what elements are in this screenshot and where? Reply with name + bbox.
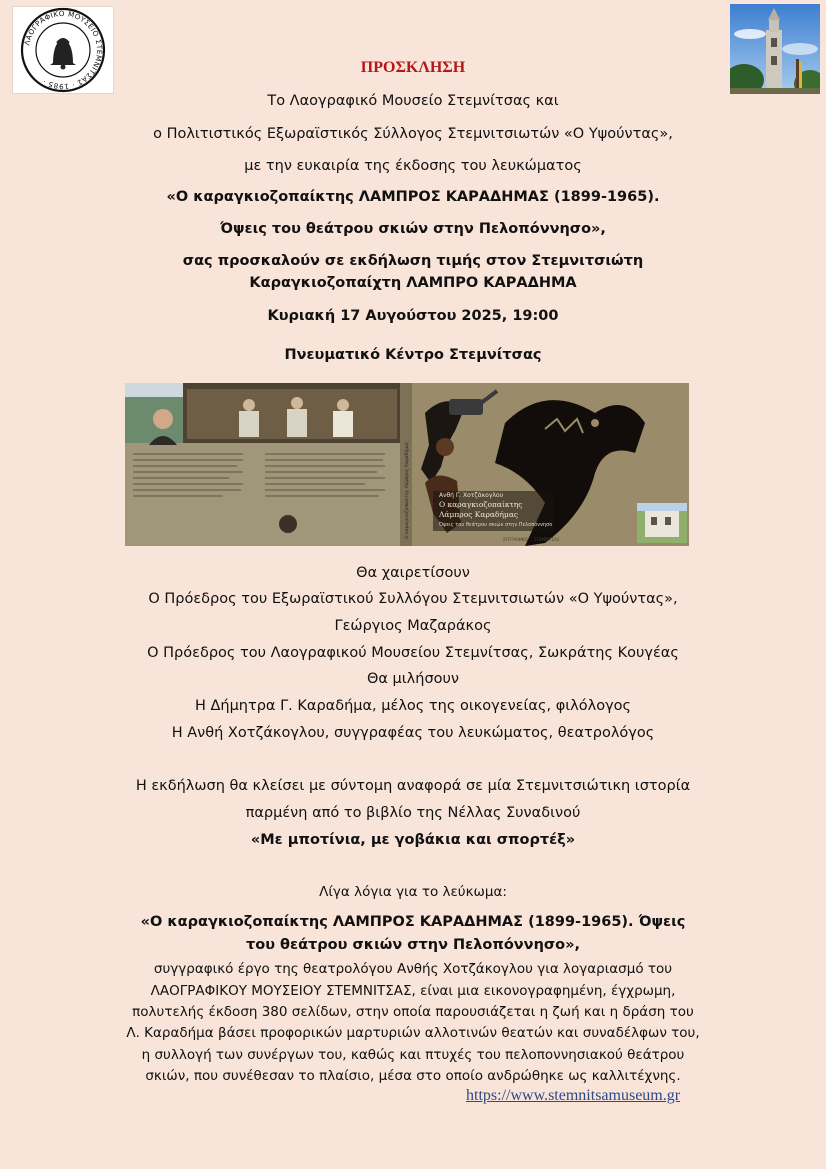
book-cover-image [125,383,689,546]
intro-line-1: Το Λαογραφικό Μουσείο Στεμνίτσας και [267,93,559,109]
event-datetime: Κυριακή 17 Αυγούστου 2025, 19:00 [267,308,559,324]
book-title-line-2: Όψεις του θεάτρου σκιών στην Πελοπόννησο», [220,221,606,237]
invitation-title: ΠΡΟΣΚΛΗΣΗ [360,59,466,76]
greet-1-name: Γεώργιος Μαζαράκος [334,618,492,634]
greet-1: Ο Πρόεδρος του Εξωραϊστικού Συλλόγου Στεμνιτσιωτών «Ο Υψούντας», [148,591,678,607]
closing-line-1: Η εκδήλωση θα κλείσει με σύντομη αναφορά σε μία Στεμνιτσιώτικη ιστορία [135,778,691,794]
cover-title-3: Όψεις του θεάτρου σκιών στην Πελοπόννησο [439,522,553,528]
cover-title-2: Λάμπρος Καραδήμας [439,510,519,519]
museum-seal-logo [12,6,114,94]
bell-tower-photo [730,4,820,94]
museum-website-link[interactable]: https://www.stemnitsamuseum.gr [466,1087,681,1104]
cover-title-1: Ο καραγκιοζοπαίκτης [439,500,523,509]
closing-book-title: «Με μποτίνια, με γοβάκια και σπορτέξ» [250,832,576,848]
closing-line-2: παρμένη από το βιβλίο της Νέλλας Συναδινού [245,805,581,821]
intro-line-2: ο Πολιτιστικός Εξωραϊστικός Σύλλογος Στεμνιτσιωτών «Ο Υψούντας», [153,126,673,142]
invite-line-1: σας προσκαλούν σε εκδήλωση τιμής στον Στεμνιτσιώτη [182,253,644,269]
about-paragraph-6: σκιών, που συνέθεσαν το πλαίσιο, μέσα στο οποίο ανδρώθηκε ως καλλιτέχνης. [145,1068,681,1084]
about-title-1: «Ο καραγκιοζοπαίκτης ΛΑΜΠΡΟΣ ΚΑΡΑΔΗΜΑΣ (1899-1965). Όψεις [140,914,686,930]
intro-line-3: με την ευκαιρία της έκδοσης του λευκώματος [244,158,582,174]
greet-2: Ο Πρόεδρος του Λαογραφικού Μουσείου Στεμνίτσας, Σωκράτης Κουγέας [147,645,679,661]
about-paragraph-1: συγγραφικό έργο της θεατρολόγου Ανθής Χοτζάκογλου για λογαριασμό του [153,961,673,977]
about-heading: Λίγα λόγια για το λεύκωμα: [319,884,507,900]
about-paragraph-4: Λ. Καραδήμα βάσει προφορικών μαρτυριών αλλοτινών θεατών και συναδέλφων του, [126,1025,700,1041]
about-paragraph-5: η συλλογή των συνέργων του, καθώς και πτυχές του πελοποννησιακού θεάτρου [141,1047,685,1063]
invite-line-2: Καραγκιοζοπαίχτη ΛΑΜΠΡΟ ΚΑΡΑΔΗΜΑ [249,275,577,291]
about-title-2: του θεάτρου σκιών στην Πελοπόννησο», [245,937,581,953]
speak-2: Η Ανθή Χοτζάκογλου, συγγραφέας του λευκώματος, θεατρολόγος [171,725,655,741]
cover-spine: Ο καραγκιοζοπαίκτης Λάμπρος Καραδήμας [405,441,410,539]
about-paragraph-2: ΛΑΟΓΡΑΦΙΚΟΥ ΜΟΥΣΕΙΟΥ ΣΤΕΜΝΙΤΣΑΣ, είναι μια εικονογραφημένη, έγχρωμη, [150,983,676,999]
book-title-line-1: «Ο καραγκιοζοπαίκτης ΛΑΜΠΡΟΣ ΚΑΡΑΔΗΜΑΣ (1899-1965). [166,189,660,205]
greet-heading: Θα χαιρετίσουν [356,565,470,581]
svg-text:ΛΑΟΓΡΑΦΙΚΟ ΜΟΥΣΕΙΟ ΣΤΕΜΝΙΤΣΑΣ: ΛΑΟΓΡΑΦΙΚΟ ΜΟΥΣΕΙΟ ΣΤΕΜΝΙΤΣΑΣ · 1985 · [22,8,105,92]
speak-heading: Θα μιλήσουν [366,671,460,687]
speak-1: Η Δήμητρα Γ. Καραδήμα, μέλος της οικογενείας, φιλόλογος [194,698,632,714]
event-venue: Πνευματικό Κέντρο Στεμνίτσας [284,347,542,363]
cover-publisher: ΣΥΓΓΡΑΦΙΚΟ ... ΣΤΕΜΝΙΤΣΑΣ [503,537,560,542]
about-paragraph-3: πολυτελής έκδοση 380 σελίδων, στην οποία παρουσιάζεται η ζωή και η δράση του [132,1004,694,1020]
cover-author: Ανθή Γ. Χοτζάκογλου [439,492,504,499]
